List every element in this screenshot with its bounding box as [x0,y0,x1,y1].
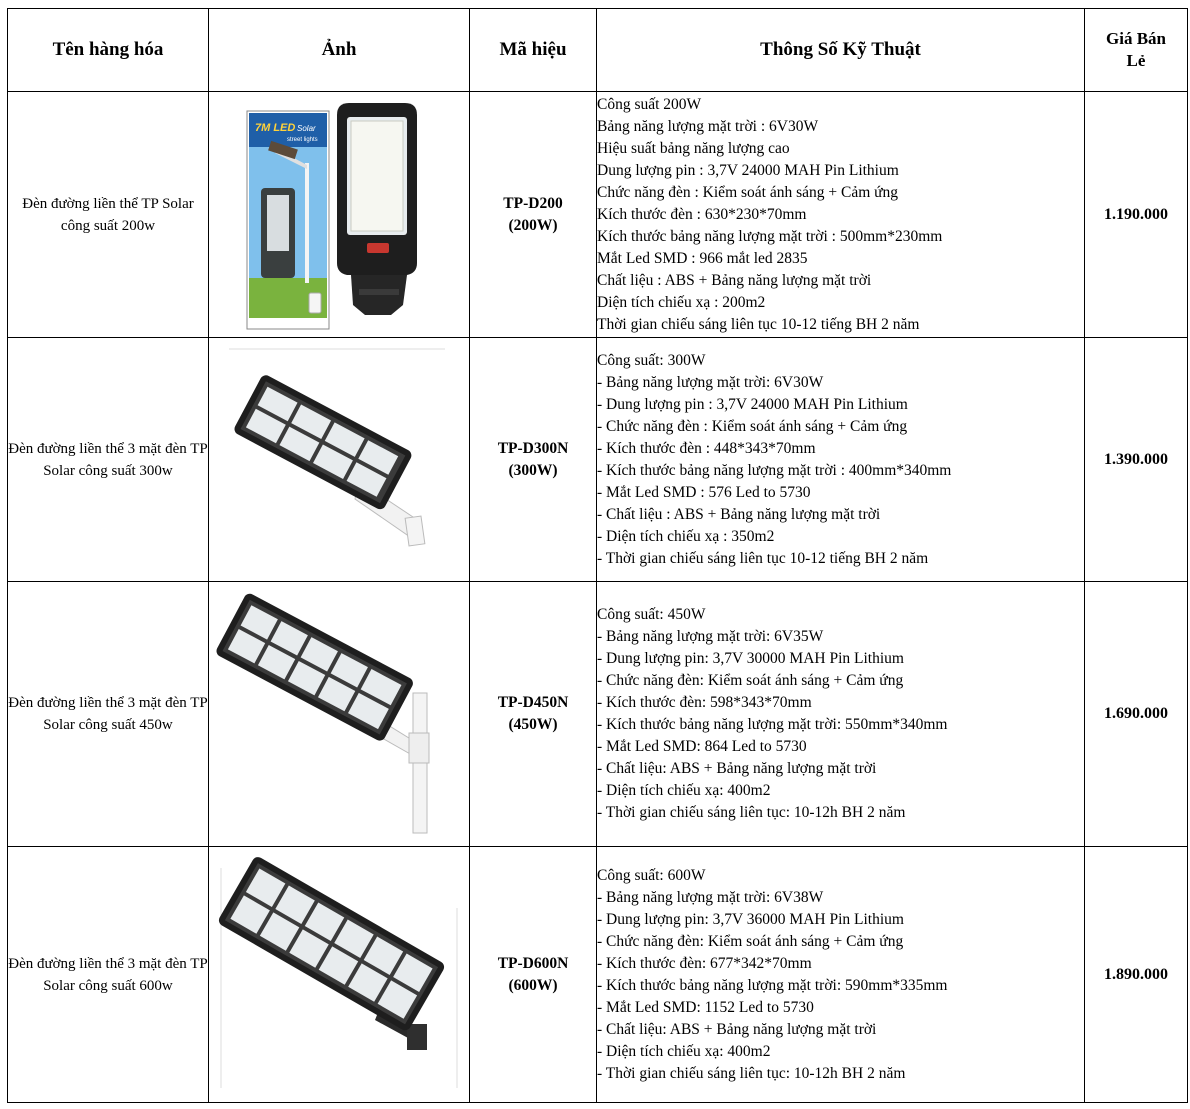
spec-line: Mắt Led SMD : 966 mắt led 2835 [597,249,808,267]
header-price [1085,9,1188,92]
spec-line: - Bảng năng lượng mặt trời: 6V38W [597,888,824,906]
spec-line: - Chất liệu : ABS + Bảng năng lượng mặt trời [597,505,881,523]
product-code: TP-D450N [497,694,569,711]
spec-line: Công suất 200W [597,95,702,113]
header-spec: Thông Số Kỹ Thuật [597,9,1085,92]
product-name: Đèn đường liền thể 3 mặt đèn TP Solar công suất 600w [8,847,209,1103]
spec-line: Công suất: 450W [597,606,706,623]
product-image [209,848,469,1102]
box-solar-text: Solar [297,123,316,133]
product-code-cell [470,847,597,1103]
spec-line: - Kích thước bảng năng lượng mặt trời: 590mm*335mm [597,976,948,994]
spec-line: Bảng năng lượng mặt trời : 6V30W [597,117,819,135]
product-image-cell [209,338,470,582]
spec-line: Hiệu suất bảng năng lượng cao [597,139,790,157]
product-name: Đèn đường liền thể 3 mặt đèn TP Solar công suất 450w [8,582,209,847]
spec-line: Dung lượng pin : 3,7V 24000 MAH Pin Lithium [597,161,899,179]
spec-line: - Kích thước đèn : 448*343*70mm [597,439,816,457]
product-code-sub: (300W) [508,461,558,479]
spec-line: Thời gian chiếu sáng liên tục 10-12 tiếng BH 2 năm [597,315,920,333]
spec-line: Công suất: 300W [597,351,706,369]
table-row [8,582,1188,847]
product-image [209,583,469,846]
header-price-line2: Lẻ [1126,51,1146,70]
spec-line: Kích thước đèn : 630*230*70mm [597,205,807,223]
product-price: 1.390.000 [1085,338,1188,582]
spec-line: - Diện tích chiếu xạ : 350m2 [597,527,775,545]
product-specs [597,582,1085,847]
spec-line: Chất liệu : ABS + Bảng năng lượng mặt trời [597,271,872,289]
spec-line: - Chức năng đèn: Kiểm soát ánh sáng + Cảm ứng [597,672,904,689]
product-code-cell [470,92,597,338]
spec-line: - Kích thước đèn: 598*343*70mm [597,694,812,711]
header-code: Mã hiệu [470,9,597,92]
spec-line: - Mắt Led SMD: 864 Led to 5730 [597,738,807,755]
header-image: Ảnh [209,9,470,92]
product-name: Đèn đường liền thể 3 mặt đèn TP Solar công suất 300w [8,338,209,582]
spec-line: - Mắt Led SMD : 576 Led to 5730 [597,483,811,501]
table-row [8,338,1188,582]
product-code-sub: (450W) [508,716,558,733]
product-code-sub: (200W) [508,216,558,234]
product-code: TP-D300N [497,439,569,457]
header-row [8,9,1188,92]
spec-line: - Bảng năng lượng mặt trời: 6V35W [597,628,824,645]
spec-line: - Dung lượng pin: 3,7V 30000 MAH Pin Lithium [597,650,904,667]
spec-line: - Diện tích chiếu xạ: 400m2 [597,782,771,799]
spec-line: Kích thước bảng năng lượng mặt trời : 500mm*230mm [597,227,943,245]
box-sub-text: street lights [287,136,318,143]
spec-line: Công suất: 600W [597,866,706,884]
spec-line: - Thời gian chiếu sáng liên tục 10-12 tiếng BH 2 năm [597,549,929,567]
spec-line: Diện tích chiếu xạ : 200m2 [597,293,766,311]
spec-line: - Chức năng đèn: Kiểm soát ánh sáng + Cảm ứng [597,932,904,950]
spec-line: - Diện tích chiếu xạ: 400m2 [597,1042,771,1060]
product-code-cell [470,338,597,582]
product-specs [597,92,1085,338]
product-code-sub: (600W) [508,976,558,994]
product-name: Đèn đường liền thể TP Solar công suất 200w [8,92,209,338]
product-image-cell [209,582,470,847]
spec-line: - Thời gian chiếu sáng liên tục: 10-12h BH 2 năm [597,1064,906,1082]
spec-line: - Chức năng đèn : Kiểm soát ánh sáng + Cảm ứng [597,417,908,435]
spec-line: - Kích thước đèn: 677*342*70mm [597,954,812,972]
spec-line: - Thời gian chiếu sáng liên tục: 10-12h BH 2 năm [597,804,906,821]
product-specs [597,847,1085,1103]
spec-line: - Chất liệu: ABS + Bảng năng lượng mặt trời [597,1020,877,1038]
spec-line: - Dung lượng pin: 3,7V 36000 MAH Pin Lithium [597,910,904,928]
product-price: 1.890.000 [1085,847,1188,1103]
box-brand-text: 7M LED [255,121,296,134]
product-price: 1.190.000 [1085,92,1188,338]
product-code-cell [470,582,597,847]
product-code: TP-D200 [503,194,563,212]
product-image-cell [209,92,470,338]
spec-line: - Kích thước bảng năng lượng mặt trời : 400mm*340mm [597,461,952,479]
product-image-cell [209,847,470,1103]
price-table [7,8,1188,1103]
spec-line: - Mắt Led SMD: 1152 Led to 5730 [597,998,814,1016]
table-row [8,92,1188,338]
product-specs [597,338,1085,582]
spec-line: - Dung lượng pin : 3,7V 24000 MAH Pin Lithium [597,395,908,413]
spec-line: - Kích thước bảng năng lượng mặt trời: 550mm*340mm [597,716,948,733]
spec-line: Chức năng đèn : Kiểm soát ánh sáng + Cảm ứng [597,183,899,201]
header-name: Tên hàng hóa [8,9,209,92]
spec-line: - Bảng năng lượng mặt trời: 6V30W [597,373,824,391]
product-price: 1.690.000 [1085,582,1188,847]
product-image [209,93,469,337]
product-code: TP-D600N [497,954,569,972]
header-price-line1: Giá Bán [1106,29,1166,48]
table-row [8,847,1188,1103]
spec-line: - Chất liệu: ABS + Bảng năng lượng mặt trời [597,760,877,777]
product-image [209,339,469,581]
